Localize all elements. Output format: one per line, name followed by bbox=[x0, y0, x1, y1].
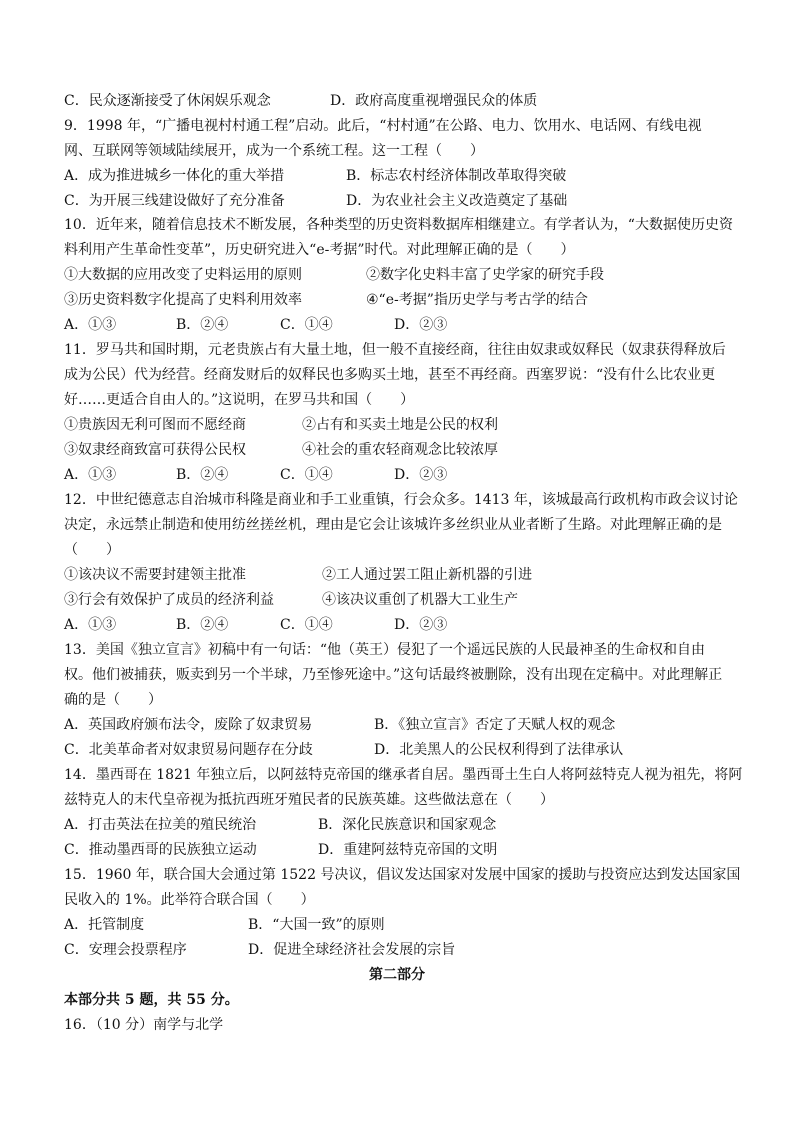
q10-statement-4: ④“e-考据”指历史学与考古学的结合 bbox=[366, 292, 588, 308]
q12-option-b: B．②④ bbox=[176, 617, 229, 633]
q14-option-d: D．重建阿兹特克帝国的文明 bbox=[318, 842, 498, 858]
q12-statement-4: ④该决议重创了机器大工业生产 bbox=[322, 592, 518, 608]
q11-option-d: D．②③ bbox=[394, 467, 448, 483]
q11-option-c: C．①④ bbox=[280, 467, 333, 483]
q14-option-b: B．深化民族意识和国家观念 bbox=[318, 817, 497, 833]
q9-option-b: B．标志农村经济体制改革取得突破 bbox=[346, 168, 567, 184]
q15-option-c: C．安理会投票程序 bbox=[64, 942, 187, 958]
q11-stem-line-3: 好……更适合自由人的。”这说明，在罗马共和国（ ） bbox=[64, 392, 415, 408]
q9-options-cd bbox=[64, 192, 568, 210]
q11-option-a: A．①③ bbox=[64, 467, 117, 483]
q13-option-c: C．北美革命者对奴隶贸易问题存在分歧 bbox=[64, 742, 313, 758]
q12-stem-line-2: 决定，永远禁止制造和使用纺丝搓丝机，理由是它会让该城许多丝织业从业者断了生路。对此理解正确的是 bbox=[64, 517, 722, 533]
q10-statements-34 bbox=[64, 291, 588, 309]
part2-title: 第二部分 bbox=[369, 967, 425, 983]
q15-options-ab bbox=[64, 916, 385, 934]
q10-option-c: C．①④ bbox=[280, 317, 333, 333]
q13-options-cd bbox=[64, 741, 624, 759]
q11-stem-line-2: 成为公民）代为经营。经商发财后的奴释民也多购买土地，甚至不再经商。西塞罗说：“没有什么比农业更 bbox=[64, 367, 716, 383]
q11-statement-3: ③奴隶经商致富可获得公民权 bbox=[64, 442, 246, 458]
q9-stem-line-2: 网、互联网等领域陆续展开，成为一个系统工程。这一工程（ ） bbox=[64, 143, 484, 159]
q11-stem-line-1: 11．罗马共和国时期，元老贵族占有大量土地，但一般不直接经商，往往由奴隶或奴释民（奴隶获得释放后 bbox=[64, 342, 726, 358]
q10-statement-3: ③历史资料数字化提高了史料利用效率 bbox=[64, 292, 302, 308]
q12-option-d: D．②③ bbox=[394, 617, 448, 633]
q12-option-c: C．①④ bbox=[280, 617, 333, 633]
q12-statements-12 bbox=[64, 566, 532, 584]
q14-options-cd bbox=[64, 841, 498, 859]
q13-option-d: D．北美黑人的公民权利得到了法律承认 bbox=[374, 742, 624, 758]
q13-option-a: A．英国政府颁布法令，废除了奴隶贸易 bbox=[64, 717, 313, 733]
q10-option-b: B．②④ bbox=[176, 317, 229, 333]
q9-option-d: D．为农业社会主义改造奠定了基础 bbox=[346, 193, 568, 209]
q12-statement-2: ②工人通过罢工阻止新机器的引进 bbox=[322, 567, 532, 583]
q15-option-d: D．促进全球经济社会发展的宗旨 bbox=[248, 942, 456, 958]
q15-stem-line-1: 15．1960 年，联合国大会通过第 1522 号决议，倡议发达国家对发展中国家的援助与投资应达到发达国家国 bbox=[64, 867, 741, 883]
q11-statements-34 bbox=[64, 441, 498, 459]
q14-stem-line-1: 14．墨西哥在 1821 年独立后，以阿兹特克帝国的继承者自居。墨西哥土生白人将阿兹特克人视为祖先，将阿 bbox=[64, 767, 743, 783]
q10-statement-2: ②数字化史料丰富了史学家的研究手段 bbox=[366, 267, 604, 283]
q10-statements-12 bbox=[64, 266, 604, 284]
q13-stem-line-1: 13．美国《独立宣言》初稿中有一句话：“他（英王）侵犯了一个遥远民族的人民最神圣的生命权和自由 bbox=[64, 642, 705, 658]
q14-options-ab bbox=[64, 816, 497, 834]
q13-stem-line-3: 确的是（ ） bbox=[64, 692, 162, 708]
q10-options bbox=[64, 316, 448, 334]
q10-option-a: A．①③ bbox=[64, 317, 117, 333]
q15-options-cd bbox=[64, 941, 456, 959]
q14-option-a: A．打击英法在拉美的殖民统治 bbox=[64, 817, 257, 833]
q10-statement-1: ①大数据的应用改变了史料运用的原则 bbox=[64, 267, 302, 283]
q10-stem-line-1: 10．近年来，随着信息技术不断发展，各种类型的历史资料数据库相继建立。有学者认为，“大数据使历史资 bbox=[64, 217, 733, 233]
q15-stem-line-2: 民收入的 1%。此举符合联合国（ ） bbox=[64, 892, 315, 908]
q16-title: 16．（10 分）南学与北学 bbox=[64, 1017, 224, 1033]
q13-stem-line-2: 权。他们被捕获，贩卖到另一个半球，乃至惨死途中。”这句话最终被删除，没有出现在定稿中。对此理解正 bbox=[64, 667, 723, 683]
q12-statements-34 bbox=[64, 591, 518, 609]
q12-options bbox=[64, 616, 448, 634]
q9-option-c: C．为开展三线建设做好了充分准备 bbox=[64, 193, 285, 209]
q12-stem-line-3: （ ） bbox=[64, 542, 120, 558]
q11-options bbox=[64, 466, 448, 484]
q15-option-b: B．“大国一致”的原则 bbox=[248, 917, 385, 933]
q10-stem-line-2: 料利用产生革命性变革”，历史研究进入“e-考据”时代。对此理解正确的是（ ） bbox=[64, 242, 575, 258]
q11-statement-1: ①贵族因无利可图而不愿经商 bbox=[64, 417, 246, 433]
q10-option-d: D．②③ bbox=[394, 317, 448, 333]
q14-option-c: C．推动墨西哥的民族独立运动 bbox=[64, 842, 257, 858]
q9-options-ab bbox=[64, 167, 567, 185]
q13-option-b: B．《独立宣言》否定了天赋人权的观念 bbox=[374, 717, 616, 733]
q9-option-a: A．成为推进城乡一体化的重大举措 bbox=[64, 168, 285, 184]
q11-option-b: B．②④ bbox=[176, 467, 229, 483]
q12-statement-3: ③行会有效保护了成员的经济利益 bbox=[64, 592, 274, 608]
q13-options-ab bbox=[64, 716, 616, 734]
q11-statements-12 bbox=[64, 416, 498, 434]
q11-statement-4: ④社会的重农轻商观念比较浓厚 bbox=[302, 442, 498, 458]
q15-option-a: A．托管制度 bbox=[64, 917, 145, 933]
q12-statement-1: ①该决议不需要封建领主批准 bbox=[64, 567, 246, 583]
q12-option-a: A．①③ bbox=[64, 617, 117, 633]
q11-statement-2: ②占有和买卖土地是公民的权利 bbox=[302, 417, 498, 433]
q8-option-d: D．政府高度重视增强民众的体质 bbox=[330, 93, 538, 109]
q8-options-cd bbox=[64, 92, 538, 110]
q14-stem-line-2: 兹特克人的末代皇帝视为抵抗西班牙殖民者的民族英雄。这些做法意在（ ） bbox=[64, 792, 554, 808]
q12-stem-line-1: 12．中世纪德意志自治城市科隆是商业和手工业重镇，行会众多。1413 年，该城最高行政机构市政会议讨论 bbox=[64, 492, 738, 508]
q9-stem-line-1: 9．1998 年，“广播电视村村通工程”启动。此后，“村村通”在公路、电力、饮用水、电话网、有线电视 bbox=[64, 118, 702, 134]
q8-option-c: C．民众逐渐接受了休闲娱乐观念 bbox=[64, 93, 271, 109]
part2-note: 本部分共 5 题，共 55 分。 bbox=[64, 992, 239, 1008]
